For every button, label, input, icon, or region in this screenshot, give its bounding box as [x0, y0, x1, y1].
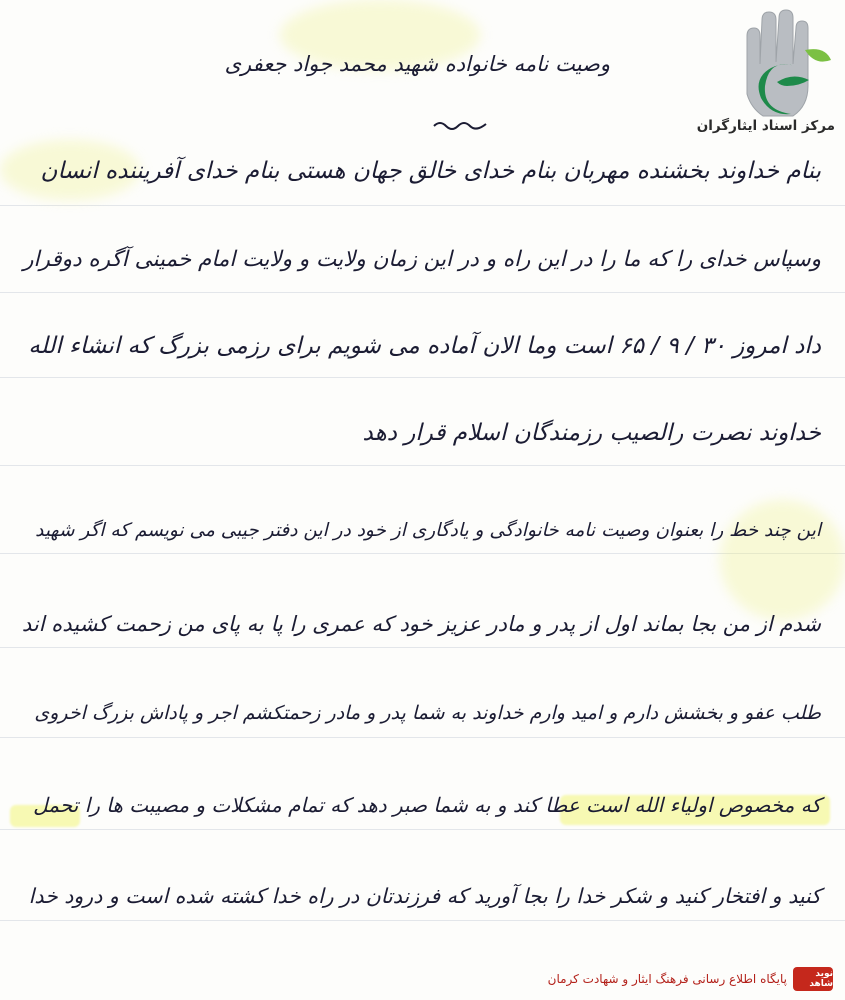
letter-line-8: که مخصوص اولیاء الله است عطا کند و به شما صبر دهد که تمام مشکلات و مصیبت ها را تحمل — [33, 793, 821, 817]
letter-line-4: خداوند نصرت رالصیب رزمندگان اسلام قرار دهد — [362, 420, 821, 446]
ruled-line — [0, 829, 845, 830]
ruled-line — [0, 647, 845, 648]
site-watermark — [548, 966, 833, 992]
watermark-badge — [793, 967, 833, 991]
ruled-line — [0, 465, 845, 466]
document-title: وصیت نامه خانواده شهید محمد جواد جعفری — [224, 52, 610, 76]
ruled-line — [0, 920, 845, 921]
letter-line-5: این چند خط را بعنوان وصیت نامه خانوادگی و یادگاری از خود در این دفتر جیبی می نویسم که اگر شهید — [35, 520, 821, 541]
paper-stain — [720, 500, 845, 620]
ruled-line — [0, 737, 845, 738]
watermark-badge-text: نوید شاهد — [809, 969, 833, 989]
letter-line-3: داد امروز ۳۰ / ۹ / ۶۵ است وما الان آماده می شویم برای رزمی بزرگ که انشاء الله — [28, 333, 821, 359]
ruled-line — [0, 377, 845, 378]
letter-line-6: شدم از من بجا بماند اول از پدر و مادر عزیز خود که عمری را پا به پای من زحمت کشیده اند — [21, 612, 821, 636]
letter-line-7: طلب عفو و بخشش دارم و امید وارم خداوند به شما پدر و مادر زحمتکشم اجر و پاداش بزرگ اخروی — [34, 702, 821, 724]
ruled-line — [0, 292, 845, 293]
watermark-text: پایگاه اطلاع رسانی فرهنگ ایثار و شهادت کرمان — [547, 972, 787, 986]
ruled-line — [0, 553, 845, 554]
ruled-line — [0, 205, 845, 206]
letter-line-9: کنید و افتخار کنید و شکر خدا را بجا آورید که فرزندتان در راه خدا کشته شده است و درود خدا — [28, 884, 821, 908]
letter-line-1: بنام خداوند بخشنده مهربان بنام خدای خالق جهان هستی بنام خدای آفریننده انسان — [40, 158, 821, 184]
scribble-mark — [432, 118, 488, 132]
letter-line-2: وسپاس خدای را که ما را در این راه و در این زمان ولایت و ولایت امام خمینی آگره دوقرار — [23, 247, 821, 272]
logo-caption: مرکز اسناد ایثارگران — [696, 118, 835, 134]
